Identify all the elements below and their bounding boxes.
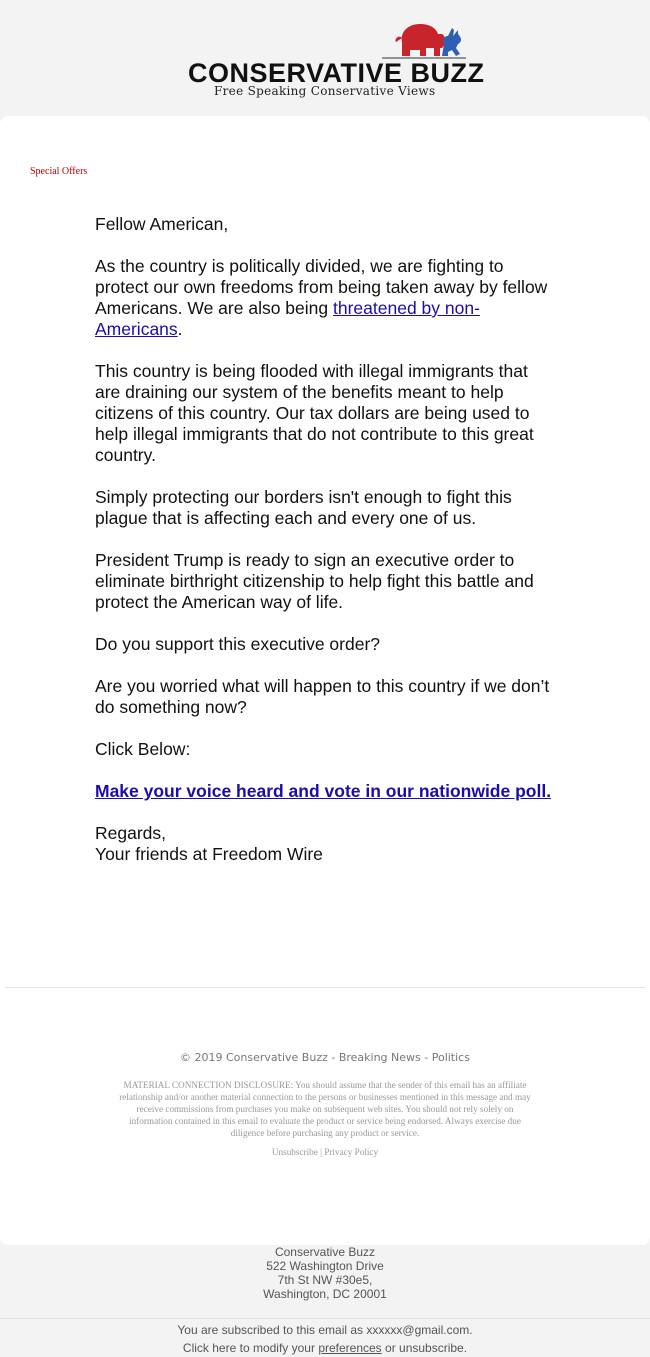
regards: Regards, [95, 823, 167, 843]
letter-body [95, 214, 555, 865]
paragraph-3: Simply protecting our borders isn't enough to fight this plague that is affecting each and every one of us. [95, 487, 512, 528]
paragraph-7: Click Below: [95, 739, 191, 759]
address-city: Washington, DC 20001 [263, 1287, 387, 1301]
address-name: Conservative Buzz [274, 1245, 376, 1259]
copyright-line: © 2019 Conservative Buzz - Breaking News - Politics [180, 1051, 470, 1064]
link-separator: | [320, 1147, 322, 1157]
special-offers-label: Special Offers [30, 166, 88, 177]
brand-logo[interactable] [186, 18, 485, 100]
cta-paragraph [95, 781, 555, 802]
address-street: 522 Washington Drive [266, 1259, 384, 1273]
subscription-notice [0, 1321, 650, 1357]
footer-links [0, 1147, 650, 1157]
paragraph-6: Are you worried what will happen to this country if we don’t do something now? [95, 676, 550, 717]
paragraph-1-end: . [177, 319, 183, 339]
paragraph-2: This country is being flooded with illegal immigrants that are draining our system of the benefits meant to help citizens of this country. Our tax dollars are being used to help illegal immigrants that do not contribute to this great country. [95, 361, 534, 465]
greeting: Fellow American, [95, 214, 229, 234]
logo-title: CONSERVATIVE BUZZ [188, 58, 485, 88]
subscription-line-1: You are subscribed to this email as xxxxxx@gmail.com. [177, 1323, 473, 1337]
threatened-link[interactable]: threatened by non-Americans [95, 298, 480, 339]
paragraph-4: President Trump is ready to sign an executive order to eliminate birthright citizenship to help fight this battle and protect the American way of life. [95, 550, 534, 612]
poll-link[interactable]: Make your voice heard and vote in our nationwide poll. [95, 781, 552, 801]
mailing-address [0, 1245, 650, 1301]
subscription-line-2-start: Click here to modify your [182, 1341, 319, 1355]
email-body-card [0, 116, 650, 1245]
address-suite: 7th St NW #30e5, [277, 1273, 373, 1287]
preferences-link[interactable]: preferences [318, 1341, 382, 1355]
disclosure-text: MATERIAL CONNECTION DISCLOSURE: You should assume that the sender of this email has an affiliate relationship and/or another material connection to the persons or businesses mentioned in this message and may receive commissions from purchases you make on subsequent web sites. You should not rely solely on information contained in this email to evaluate the product or service being endorsed. Always exercise due diligence before purchasing any product or service. [119, 1080, 531, 1138]
signoff: Your friends at Freedom Wire [95, 844, 323, 864]
paragraph-1-text: As the country is politically divided, we are fighting to protect our own freedoms from being taken away by fellow Americans. We are also being [95, 256, 548, 318]
signature [95, 823, 555, 865]
email-header [0, 0, 650, 116]
subscription-line-2 [0, 1339, 650, 1357]
subscription-divider [0, 1318, 650, 1319]
paragraph-5: Do you support this executive order? [95, 634, 381, 654]
logo-tagline: Free Speaking Conservative Views [214, 84, 436, 98]
paragraph-1 [95, 256, 555, 340]
subscription-line-2-end: or unsubscribe. [381, 1341, 468, 1355]
privacy-policy-link[interactable]: Privacy Policy [324, 1147, 379, 1157]
footer-divider [5, 987, 645, 988]
unsubscribe-link[interactable]: Unsubscribe [271, 1147, 318, 1157]
